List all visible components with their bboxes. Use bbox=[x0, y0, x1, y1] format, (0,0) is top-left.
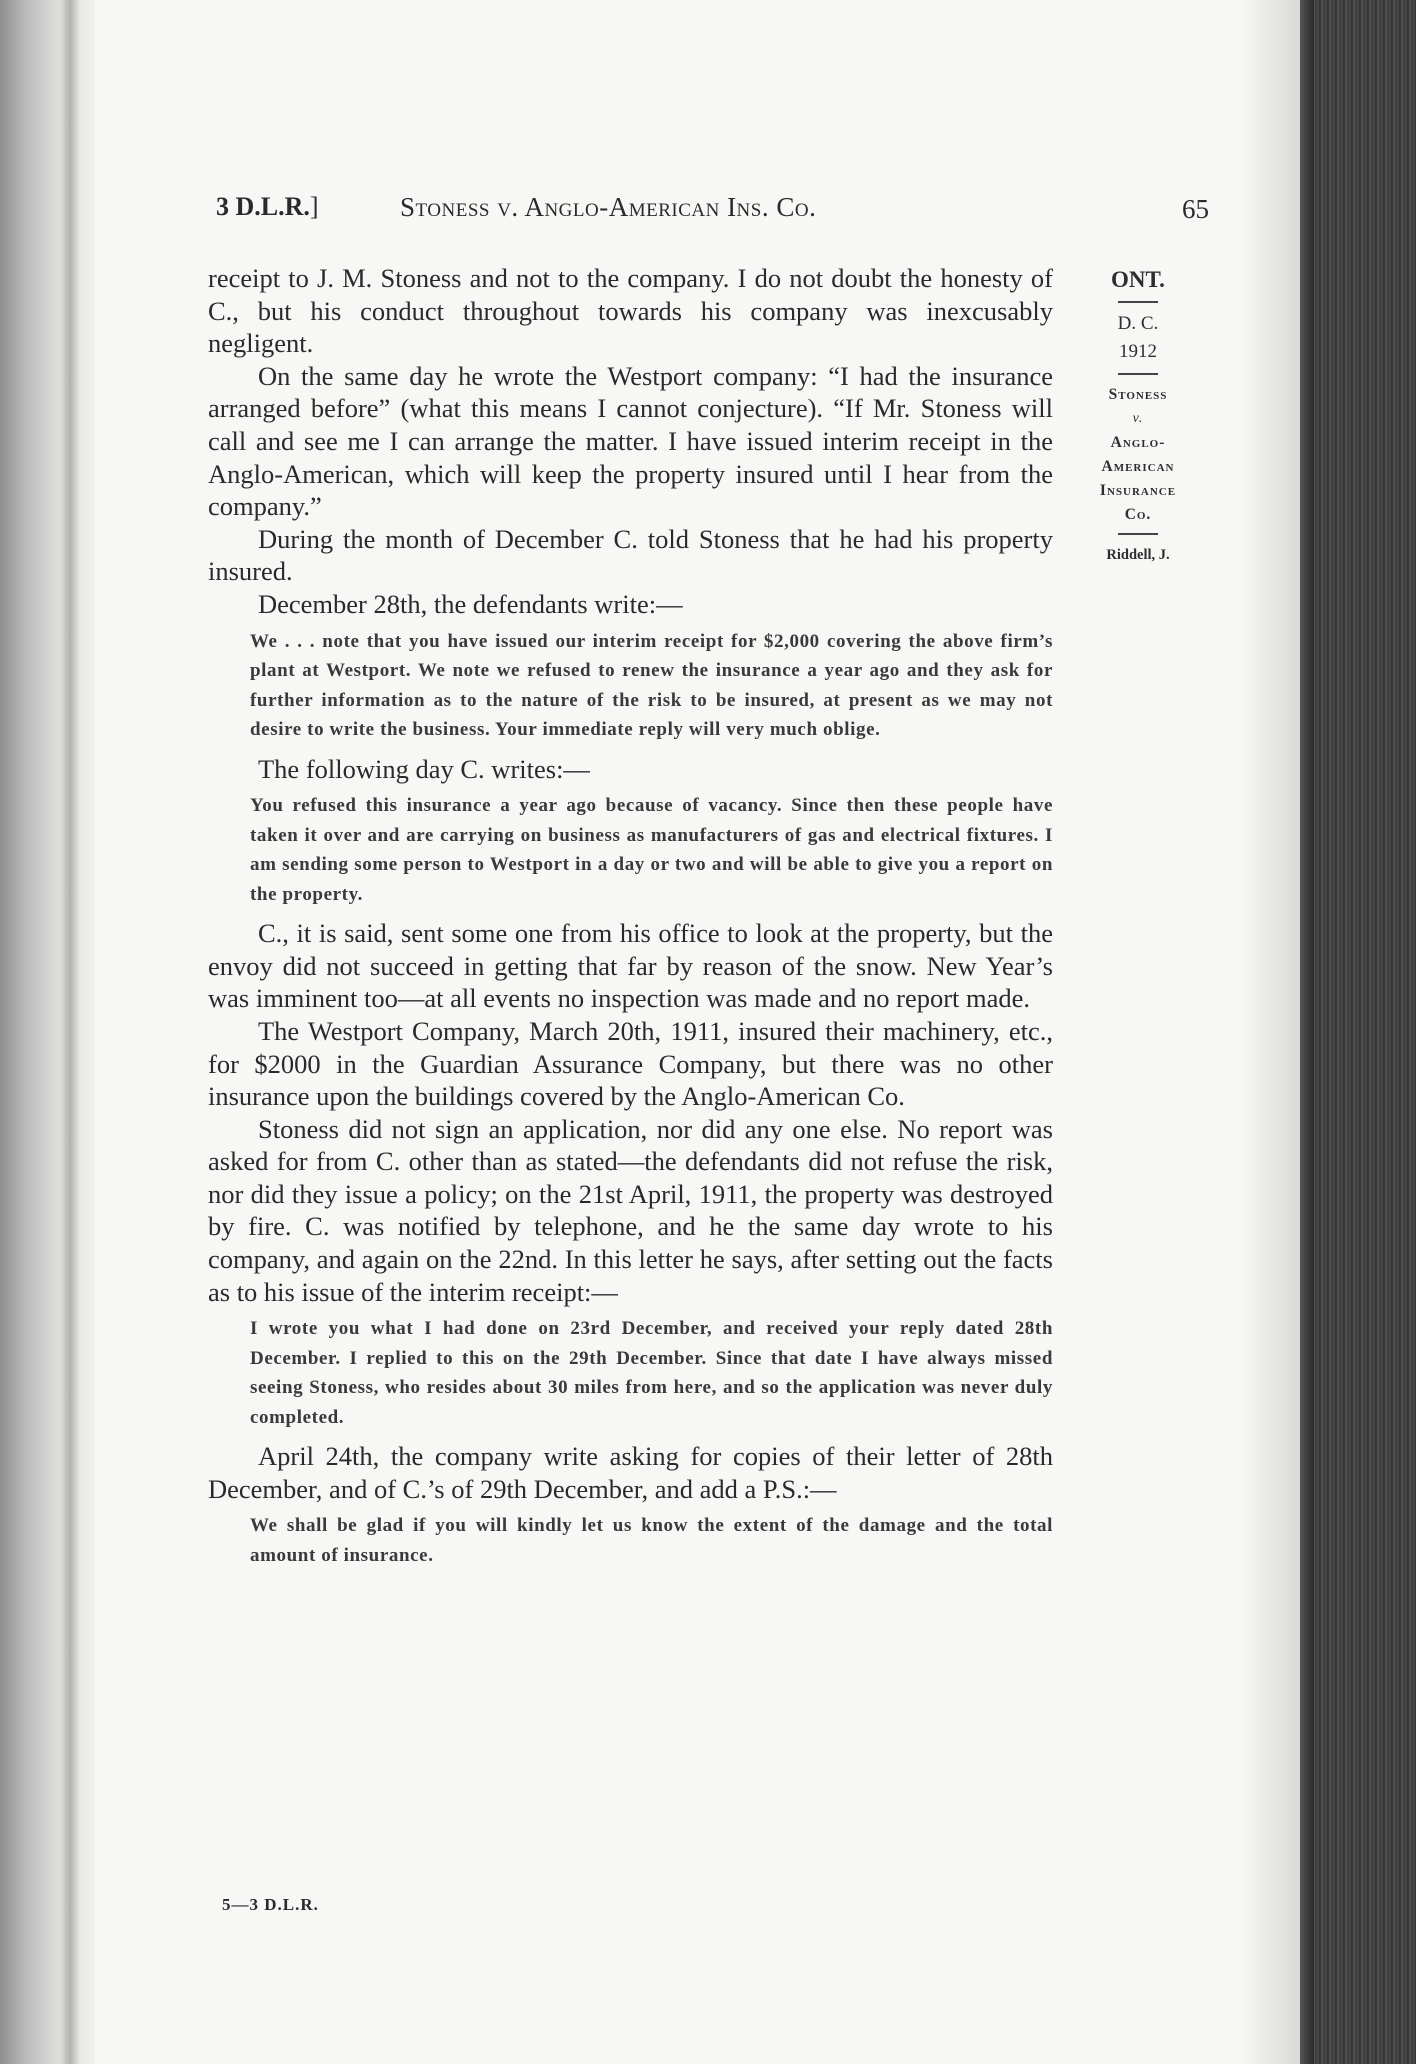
margin-rule bbox=[1118, 373, 1158, 375]
left-page-gutter bbox=[0, 0, 95, 2064]
margin-rule bbox=[1118, 533, 1158, 535]
paragraph: receipt to J. M. Stoness and not to the company. I do not doubt the honesty of C., but his conduct throughout towards his company was inexcusably negligent. bbox=[208, 263, 1053, 359]
running-header bbox=[210, 192, 1210, 236]
paragraph: On the same day he wrote the Westport company: “I had the insurance arranged before” (what this means I cannot conjecture). “If Mr. Stoness will call and see me I can arrange the matter. I have issued interim receipt in the Anglo-American, which will keep the property insured until I hear from the company.” bbox=[208, 360, 1053, 522]
page-number: 65 bbox=[1182, 194, 1209, 224]
right-page-shadow bbox=[1240, 0, 1300, 2064]
margin-year: 1912 bbox=[1119, 341, 1157, 362]
margin-case-name: Stoness v. Anglo- American Insurance Co. bbox=[1099, 386, 1177, 523]
block-quote: You refused this insurance a year ago because of vacancy. Since then these people have taken it over and are carrying on business as manufacturers of gas and electrical fixtures. I am sending some person to Westport in a day or two and will be able to give you a report on the property. bbox=[250, 795, 1053, 905]
book-page-edges bbox=[1300, 0, 1416, 2064]
paragraph: The Westport Company, March 20th, 1911, insured their machinery, etc., for $2000 in the Guardian Assurance Company, but there was no other insurance upon the buildings covered by the Anglo-American Co. bbox=[208, 1015, 1053, 1112]
printer-signature: 5—3 D.L.R. bbox=[222, 1895, 319, 1914]
left-page-fold-shadow bbox=[60, 0, 80, 2064]
margin-note bbox=[1082, 265, 1194, 567]
paragraph: April 24th, the company write asking for copies of their letter of 28th December, and of C.’s of 29th December, and add a P.S.:— bbox=[208, 1441, 1053, 1504]
margin-rule bbox=[1118, 301, 1158, 303]
paragraph: During the month of December C. told Stoness that he had his property insured. bbox=[208, 523, 1053, 587]
volume-reference: 3 D.L.R.] bbox=[216, 192, 319, 221]
paragraph: The following day C. writes:— bbox=[258, 753, 590, 784]
block-quote: We . . . note that you have issued our interim receipt for $2,000 covering the above firm’s plant at Westport. We note we refused to renew the insurance a year ago and they ask for further information as to the nature of the risk to be insured, at present as we may not desire to write the business. Your immediate reply will very much oblige. bbox=[250, 630, 1053, 741]
margin-court: D. C. bbox=[1117, 313, 1159, 334]
running-title: Stoness v. Anglo-American Ins. Co. bbox=[400, 192, 817, 222]
block-quote: I wrote you what I had done on 23rd December, and received your reply dated 28th December. I replied to this on the 29th December. Since that date I have always missed seeing Stoness, who resides about 30 miles from here, and so the application was never duly completed. bbox=[250, 1318, 1053, 1428]
main-text bbox=[208, 262, 1053, 1578]
margin-state: ONT. bbox=[1111, 267, 1165, 292]
paragraph: C., it is said, sent some one from his office to look at the property, but the envoy did not succeed in getting that far by reason of the snow. New Year’s was imminent too—at all events no inspection was made and no report made. bbox=[208, 918, 1053, 1014]
block-quote: We shall be glad if you will kindly let us know the extent of the damage and the total amount of insurance. bbox=[250, 1515, 1053, 1566]
margin-judge: Riddell, J. bbox=[1106, 547, 1170, 563]
paragraph: December 28th, the defendants write:— bbox=[258, 588, 683, 619]
paragraph: Stoness did not sign an application, nor did any one else. No report was asked for from C. other than as stated—the defendants did not refuse the risk, nor did they issue a policy; on the 21st April, 1911, the property was destroyed by fire. C. was notified by telephone, and he the same day wrote to his company, and again on the 22nd. In this letter he says, after setting out the facts as to his issue of the interim receipt:— bbox=[208, 1113, 1053, 1307]
